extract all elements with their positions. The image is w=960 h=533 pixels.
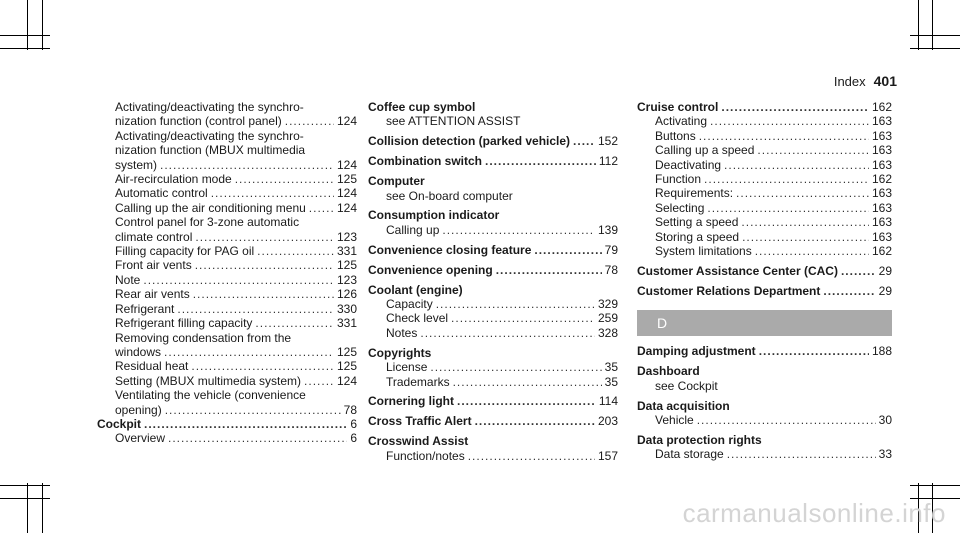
index-heading: Data acquisition bbox=[637, 398, 730, 413]
index-entry[interactable]: Setting (MBUX multimedia system) ..... 124 bbox=[97, 374, 357, 388]
index-see-also[interactable]: see ATTENTION ASSIST bbox=[386, 114, 521, 129]
index-column-1 bbox=[97, 100, 357, 446]
index-line: Removing condensation from the bbox=[115, 330, 292, 345]
index-column-3 bbox=[637, 100, 892, 462]
index-heading[interactable]: Convenience opening ..... 78 bbox=[368, 263, 618, 277]
crop-mark bbox=[27, 483, 28, 533]
crop-mark bbox=[0, 498, 50, 499]
index-entry[interactable]: Front air vents ..... 125 bbox=[97, 258, 357, 272]
index-entry[interactable]: climate control ..... 123 bbox=[97, 230, 357, 244]
crop-mark bbox=[42, 0, 43, 50]
index-heading[interactable]: Cornering light ..... 114 bbox=[368, 394, 618, 408]
crop-mark bbox=[0, 35, 50, 36]
index-entry[interactable]: Storing a speed ..... 163 bbox=[637, 230, 892, 244]
index-see-also[interactable]: see Cockpit bbox=[655, 378, 718, 393]
index-entry[interactable]: Notes ..... 328 bbox=[368, 326, 618, 340]
index-line: nization function (MBUX multimedia bbox=[115, 143, 306, 158]
index-entry[interactable]: Capacity ..... 329 bbox=[368, 297, 618, 311]
index-entry[interactable]: Rear air vents ..... 126 bbox=[97, 287, 357, 301]
index-entry[interactable]: Buttons ..... 163 bbox=[637, 129, 892, 143]
index-entry[interactable]: Refrigerant ..... 330 bbox=[97, 302, 357, 316]
index-heading[interactable]: Cruise control ..... 162 bbox=[637, 100, 892, 114]
index-entry[interactable]: Automatic control ..... 124 bbox=[97, 186, 357, 200]
index-entry[interactable]: Filling capacity for PAG oil ..... 331 bbox=[97, 244, 357, 258]
index-line: Control panel for 3-zone automatic bbox=[115, 215, 300, 230]
index-entry[interactable]: Function ..... 162 bbox=[637, 172, 892, 186]
crop-mark bbox=[0, 485, 50, 486]
index-entry[interactable]: Calling up ..... 139 bbox=[368, 223, 618, 237]
index-heading[interactable]: Collision detection (parked vehicle) ..... 152 bbox=[368, 134, 618, 148]
index-entry[interactable]: system) ..... 124 bbox=[97, 158, 357, 172]
index-heading[interactable]: Customer Assistance Center (CAC) ..... 29 bbox=[637, 264, 892, 278]
crop-mark bbox=[42, 483, 43, 533]
index-entry[interactable]: System limitations ..... 162 bbox=[637, 244, 892, 258]
index-heading: Coffee cup symbol bbox=[368, 100, 476, 114]
index-heading: Crosswind Assist bbox=[368, 434, 469, 449]
index-line: Ventilating the vehicle (convenience bbox=[115, 388, 306, 403]
index-entry[interactable]: Vehicle ..... 30 bbox=[637, 413, 892, 427]
crop-mark bbox=[918, 0, 919, 50]
index-entry[interactable]: Data storage ..... 33 bbox=[637, 447, 892, 461]
index-entry[interactable]: Residual heat ..... 125 bbox=[97, 359, 357, 373]
index-heading[interactable]: Combination switch ..... 112 bbox=[368, 154, 618, 168]
index-entry[interactable]: License ..... 35 bbox=[368, 360, 618, 374]
index-entry[interactable]: Calling up a speed ..... 163 bbox=[637, 143, 892, 157]
index-line: Activating/deactivating the synchro- bbox=[115, 100, 304, 114]
index-entry[interactable]: nization function (control panel) ..... 124 bbox=[97, 114, 357, 128]
page-header bbox=[834, 73, 897, 89]
header-label: Index bbox=[833, 74, 866, 89]
index-entry[interactable]: Note ..... 123 bbox=[97, 273, 357, 287]
crop-mark bbox=[910, 35, 960, 36]
index-column-2 bbox=[368, 100, 618, 463]
index-entry[interactable]: opening) ..... 78 bbox=[97, 403, 357, 417]
index-entry[interactable]: Calling up the air conditioning menu ..... 124 bbox=[97, 201, 357, 215]
index-entry[interactable]: Overview ..... 6 bbox=[97, 431, 357, 445]
index-heading: Consumption indicator bbox=[368, 208, 500, 223]
index-heading: Copyrights bbox=[368, 345, 432, 360]
index-entry[interactable]: windows ..... 125 bbox=[97, 345, 357, 359]
index-heading[interactable]: Convenience closing feature ..... 79 bbox=[368, 243, 618, 257]
index-heading: Coolant (engine) bbox=[368, 282, 463, 297]
index-entry[interactable]: Deactivating ..... 163 bbox=[637, 158, 892, 172]
crop-mark bbox=[910, 48, 960, 49]
index-entry[interactable]: Function/notes ..... 157 bbox=[368, 449, 618, 463]
section-letter-d: D bbox=[637, 310, 892, 336]
index-line: Activating/deactivating the synchro- bbox=[115, 128, 304, 143]
index-heading: Data protection rights bbox=[637, 432, 762, 447]
index-entry[interactable]: Selecting ..... 163 bbox=[637, 201, 892, 215]
index-entry[interactable]: Trademarks ..... 35 bbox=[368, 375, 618, 389]
index-entry[interactable]: Setting a speed ..... 163 bbox=[637, 215, 892, 229]
index-entry[interactable]: Refrigerant filling capacity ..... 331 bbox=[97, 316, 357, 330]
page-number: 401 bbox=[873, 73, 897, 89]
index-entry[interactable]: Requirements: ..... 163 bbox=[637, 186, 892, 200]
crop-mark bbox=[0, 48, 50, 49]
crop-mark bbox=[27, 0, 28, 50]
watermark: carmanualsonline.info bbox=[682, 498, 946, 528]
crop-mark bbox=[910, 485, 960, 486]
index-heading[interactable]: Cockpit ..... 6 bbox=[97, 417, 357, 431]
index-see-also[interactable]: see On-board computer bbox=[386, 188, 513, 203]
crop-mark bbox=[932, 0, 933, 50]
index-entry[interactable]: Activating ..... 163 bbox=[637, 114, 892, 128]
index-entry[interactable]: Check level ..... 259 bbox=[368, 311, 618, 325]
index-heading: Dashboard bbox=[637, 364, 700, 379]
index-heading[interactable]: Damping adjustment ..... 188 bbox=[637, 344, 892, 358]
index-heading[interactable]: Customer Relations Department ..... 29 bbox=[637, 284, 892, 298]
index-heading[interactable]: Cross Traffic Alert ..... 203 bbox=[368, 414, 618, 428]
index-heading: Computer bbox=[368, 174, 425, 189]
index-entry[interactable]: Air-recirculation mode ..... 125 bbox=[97, 172, 357, 186]
